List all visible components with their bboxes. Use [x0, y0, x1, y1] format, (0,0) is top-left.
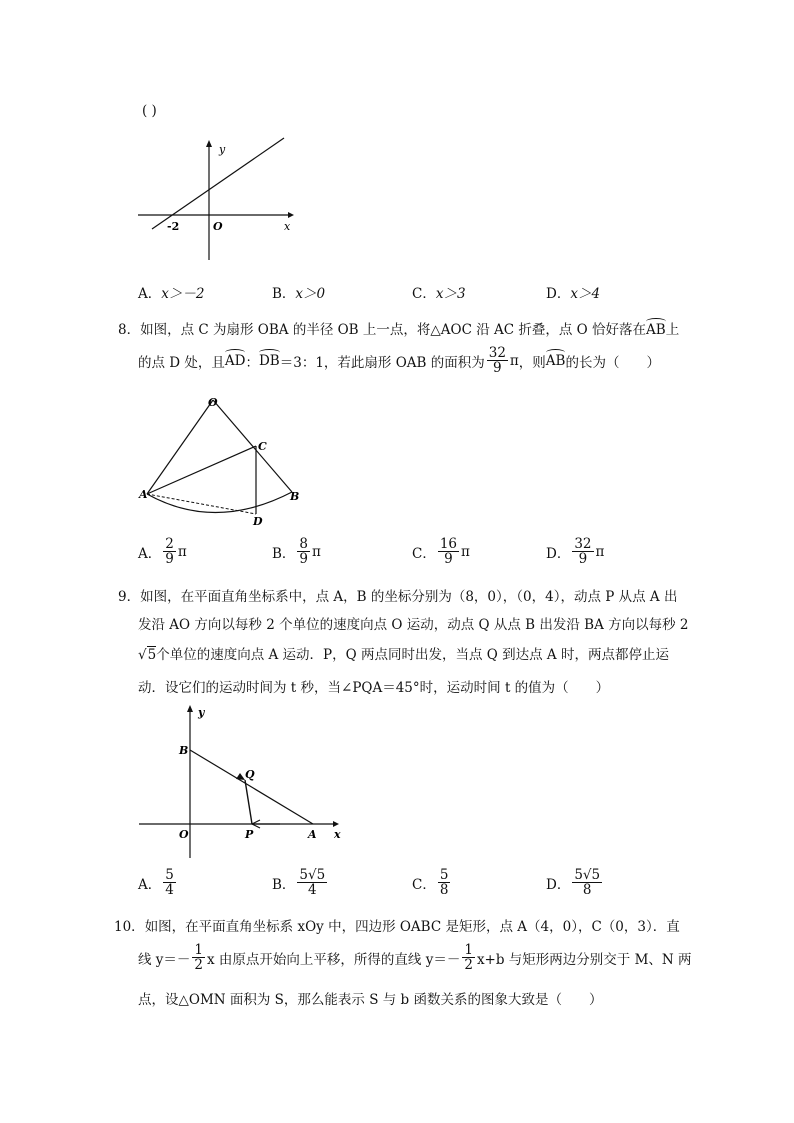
q9-q-direction-arrow — [236, 773, 245, 780]
q8-arc-ab — [147, 492, 292, 513]
q9-option-a[interactable]: A． $\frac{5}{4}$ — [138, 867, 174, 899]
q9-label-q: Q — [245, 768, 255, 781]
q9-text-line4: 动．设它们的运动时间为 t 秒，当∠PQA＝45°时，运动时间 t 的值为（ ） — [138, 680, 610, 696]
q8-label-d: D — [253, 515, 263, 528]
q9-coordinate-figure — [135, 700, 355, 865]
q10-text-line2: 线 y＝－ $\frac{1}{2}$ x 由原点开始向上平移，所得的直线 y＝－ $\frac{1}{2}$ x+b 与矩形两边分别交于 M、N 两 — [138, 942, 692, 974]
q7-origin-label: O — [213, 220, 223, 233]
q8-sector-figure — [135, 392, 310, 532]
q10-text-line1: 10．如图，在平面直角坐标系 xOy 中，四边形 OABC 是矩形，点 A（4，0），C（0，3）．直 — [114, 919, 680, 935]
q7-y-axis-arrow — [206, 140, 212, 147]
q9-label-o: O — [179, 828, 189, 841]
q8-label-a: A — [139, 488, 148, 501]
q7-option-d[interactable]: D．x＞4 — [546, 286, 601, 302]
q7-answer-blank: ( ) — [142, 103, 157, 119]
q10-text-line3: 点，设△OMN 面积为 S，那么能表示 S 与 b 函数关系的图象大致是（ ） — [138, 992, 603, 1008]
q9-label-p: P — [245, 828, 254, 841]
q8-option-c[interactable]: C． $\frac{16}{9}$ π — [412, 536, 470, 568]
q9-text-line2: 发沿 AO 方向以每秒 2 个单位的速度向点 O 运动，动点 Q 从点 B 出发沿 BA 方向以每秒 2 — [138, 617, 689, 633]
q9-option-b[interactable]: B． $\frac{5√5}{4}$ — [272, 867, 326, 899]
q7-graph — [130, 135, 300, 265]
q7-option-a[interactable]: A．x＞－2 — [138, 286, 205, 302]
q9-label-a: A — [308, 828, 317, 841]
q9-y-axis-arrow — [187, 705, 193, 712]
q9-label-x: x — [334, 828, 341, 841]
q8-text-line2: 的点 D 处，且 AD ： DB ＝3：1，若此扇形 OAB 的面积为 $\frac{32}{9}$ π ，则 AB 的长为（ ） — [138, 345, 660, 377]
q8-label-o: O — [208, 396, 218, 409]
q9-segment-ba — [190, 750, 313, 824]
q9-x-axis-arrow — [333, 821, 339, 827]
q9-text-line3: √5个单位的速度向点 A 运动．P，Q 两点同时出发，当点 Q 到达点 A 时，两点都停止运 — [138, 647, 669, 663]
q7-option-c[interactable]: C．x＞3 — [412, 286, 466, 302]
q7-intercept-label: -2 — [167, 220, 180, 233]
q9-label-y: y — [198, 706, 205, 719]
q7-x-label: x — [284, 220, 291, 233]
q9-option-c[interactable]: C． $\frac{5}{8}$ — [412, 867, 449, 899]
q9-option-d[interactable]: D． $\frac{5√5}{8}$ — [546, 867, 601, 899]
q8-segment-ad — [147, 494, 256, 514]
q8-radius-ob — [213, 400, 292, 492]
q8-option-a[interactable]: A． $\frac{2}{9}$ π — [138, 536, 187, 568]
q8-option-d[interactable]: D． $\frac{32}{9}$ π — [546, 536, 605, 568]
q7-option-b[interactable]: B．x＞0 — [272, 286, 326, 302]
q8-option-b[interactable]: B． $\frac{8}{9}$ π — [272, 536, 321, 568]
q7-x-axis-arrow — [288, 212, 294, 218]
q8-label-b: B — [290, 490, 300, 503]
q9-text-line1: 9．如图，在平面直角坐标系中，点 A，B 的坐标分别为（8，0），（0，4），动点 P 从点 A 出 — [118, 589, 678, 605]
q8-text-line1: 8．如图，点 C 为扇形 OBA 的半径 OB 上一点，将△AOC 沿 AC 折叠，点 O 恰好落在AB上 — [118, 322, 680, 338]
q7-y-label: y — [219, 143, 226, 156]
q9-label-b: B — [179, 744, 189, 757]
q8-label-c: C — [258, 440, 267, 453]
